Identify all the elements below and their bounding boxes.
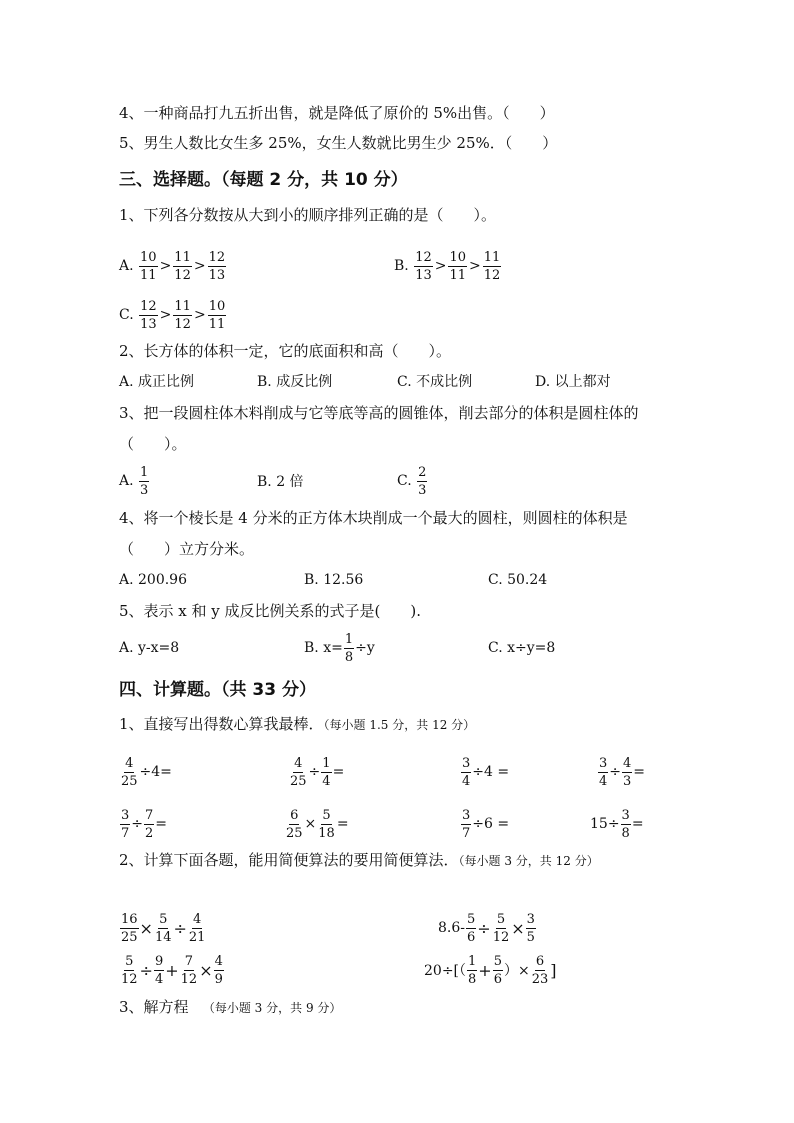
s3-q1-stem: 1、下列各分数按从大到小的顺序排列正确的是（ ）。	[119, 206, 497, 224]
s3-q3-stem-cont: （ ）。	[119, 435, 187, 453]
s3-q2-option-b: B. 成反比例	[257, 374, 333, 390]
expr-3: $\frac{5}{12}$ ÷ $\frac{9}{4}$ + $\frac{7}{12}$ × $\frac{4}{9}$	[121, 953, 223, 987]
fraction: 10 11	[449, 249, 467, 283]
fraction: 10 11	[208, 298, 226, 332]
fraction: 12 13	[208, 249, 226, 283]
section4-title: 四、计算题。（共 33 分）	[119, 680, 316, 700]
s3-q3-option-c: C. 2 3	[397, 464, 427, 498]
s3-q1-option-b: B. 12 13 > 10 11 > 11 12	[394, 249, 501, 283]
fraction: 2 3	[418, 464, 427, 498]
judge-q4: 4、一种商品打九五折出售，就是降低了原价的 5%出售。（ ）	[119, 104, 555, 122]
expr-1: $\frac{16}{25}$ × $\frac{5}{14}$ ÷ $\frac{4}{21}$	[121, 911, 206, 945]
calc-item: $\frac{3}{7}$ ÷6 =	[462, 807, 510, 841]
s3-q4-option-a: A. 200.96	[119, 572, 187, 588]
s3-q2-stem: 2、长方体的体积一定，它的底面积和高（ ）。	[119, 342, 452, 360]
fraction: 1 3	[140, 464, 149, 498]
s3-q5-option-c: C. x÷y=8	[488, 640, 556, 656]
s3-q3-option-b: B. 2 倍	[257, 474, 304, 490]
fraction: 11 12	[174, 298, 191, 332]
s3-q5-option-b: B. x= $\frac{1}{8}$ ÷y	[304, 631, 375, 665]
s3-q5-stem: 5、表示 x 和 y 成反比例关系的式子是( ).	[119, 602, 422, 620]
fraction: 12 13	[140, 298, 157, 332]
judge-q5: 5、男生人数比女生多 25%，女生人数就比男生少 25%．（ ）	[119, 134, 558, 152]
s3-q1-option-c: C. 12 13 > 11 12 > 10 11	[119, 298, 226, 332]
calc-item: $\frac{6}{25}$ × $\frac{5}{18}$ =	[286, 807, 349, 841]
calc-item: $\frac{3}{4}$ ÷ $\frac{4}{3}$ =	[599, 755, 646, 789]
s3-q4-stem: 4、将一个棱长是 4 分米的正方体木块削成一个最大的圆柱，则圆柱的体积是	[119, 509, 628, 527]
s3-q3-option-a: A. 1 3	[119, 464, 149, 498]
s3-q4-option-b: B. 12.56	[304, 572, 364, 588]
s3-q2-option-c: C. 不成比例	[397, 374, 473, 390]
calc-item: $\frac{3}{7}$ ÷ $\frac{7}{2}$ =	[121, 807, 168, 841]
section3-title: 三、选择题。（每题 2 分，共 10 分）	[119, 170, 408, 190]
fraction: 11 12	[174, 249, 191, 283]
s3-q2-option-d: D. 以上都对	[535, 374, 611, 390]
s3-q1-option-a: A. 10 11 > 11 12 > 12 13	[119, 249, 226, 283]
fraction: 10 11	[140, 249, 157, 283]
fraction: 12 13	[415, 249, 432, 283]
s3-q4-stem-cont: （ ）立方分米。	[119, 540, 255, 558]
s4-q2-stem: 2、计算下面各题，能用简便算法的要用简便算法．（每小题 3 分，共 12 分）	[119, 851, 599, 869]
s4-q1-stem: 1、直接写出得数心算我最棒．（每小题 1.5 分，共 12 分）	[119, 715, 476, 733]
expr-4: 20÷[（ 1 8 + $\frac{5}{6}$ ）× $\frac{6}{23}$ ]	[424, 953, 557, 987]
calc-item: $\frac{4}{25}$ ÷4=	[121, 755, 172, 789]
fraction: $\frac{1}{8}$	[344, 631, 354, 665]
expr-2: 8.6- $\frac{5}{6}$ ÷ $\frac{5}{12}$ × $\frac{3}{5}$	[438, 911, 535, 945]
s3-q3-stem: 3、把一段圆柱体木料削成与它等底等高的圆锥体，削去部分的体积是圆柱体的	[119, 404, 639, 422]
fraction: 11 12	[483, 249, 501, 283]
calc-item: 15÷ $\frac{3}{8}$ =	[590, 807, 644, 841]
s3-q5-option-a: A. y-x=8	[119, 640, 180, 656]
s4-q3-stem: 3、解方程 （每小题 3 分，共 9 分）	[119, 998, 342, 1016]
calc-item: $\frac{3}{4}$ ÷4 =	[462, 755, 510, 789]
calc-item: $\frac{4}{25}$ ÷ $\frac{1}{4}$ =	[290, 755, 345, 789]
s3-q2-option-a: A. 成正比例	[119, 374, 195, 390]
s3-q4-option-c: C. 50.24	[488, 572, 548, 588]
